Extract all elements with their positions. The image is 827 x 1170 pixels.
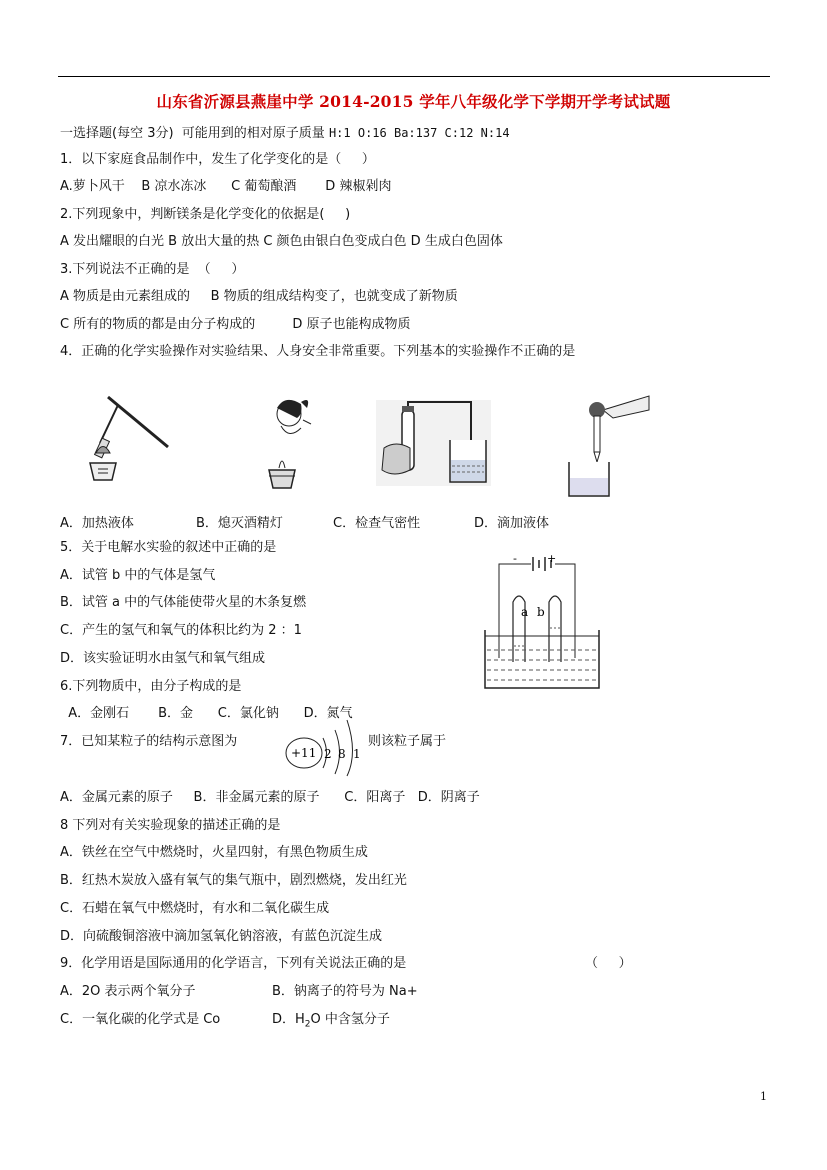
q6-stem: 6.下列物质中，由分子构成的是 (60, 679, 242, 694)
q5-option-d: D．该实验证明水由氢气和氧气组成 (60, 651, 266, 666)
q3-options-ab: A 物质是由元素组成的 B 物质的组成结构变了，也就变成了新物质 (60, 289, 458, 304)
q4-caption-a: A．加热液体 (60, 516, 134, 531)
q9-option-a: A．2O 表示两个氧分子 (60, 984, 196, 999)
q5-option-c: C．产生的氢气和氧气的体积比约为 2 ：1 (60, 623, 302, 638)
q8-option-a: A．铁丝在空气中燃烧时，火星四射，有黑色物质生成 (60, 845, 368, 860)
q1-options: A.萝卜风干 B 凉水冻冰 C 葡萄酿酒 D 辣椒剁肉 (60, 179, 392, 194)
q2-options: A 发出耀眼的白光 B 放出大量的热 C 颜色由银白色变成白色 D 生成白色固体 (60, 234, 503, 249)
q4-caption-c: C．检查气密性 (333, 516, 421, 531)
extinguish-lamp-figure (255, 392, 325, 492)
dropping-liquid-figure (563, 390, 653, 500)
q9-answer-paren: （ ） (585, 956, 632, 971)
q5-option-b: B．试管 a 中的气体能使带火星的木条复燃 (60, 595, 307, 610)
nucleus-charge: +11 (291, 746, 317, 760)
q8-option-c: C．石蜡在氧气中燃烧时，有水和二氧化碳生成 (60, 901, 330, 916)
heating-liquid-figure (78, 385, 178, 485)
q8-stem: 8 下列对有关实验现象的描述正确的是 (60, 818, 281, 833)
q9-stem: 9．化学用语是国际通用的化学语言，下列有关说法正确的是 (60, 956, 407, 971)
shell-3-electrons: 1 (353, 747, 361, 761)
q8-option-b: B．红热木炭放入盛有氧气的集气瓶中，剧烈燃烧，发出红光 (60, 873, 407, 888)
q5-stem: 5．关于电解水实验的叙述中正确的是 (60, 540, 277, 555)
q4-caption-d: D．滴加液体 (474, 516, 550, 531)
page-title: 山东省沂源县燕崖中学 2014-2015 学年八年级化学下学期开学考试试题 (156, 92, 671, 111)
q3-stem: 3.下列说法不正确的是 （ ） (60, 262, 245, 277)
q7-options: A．金属元素的原子 B．非金属元素的原子 C．阳离子 D．阴离子 (60, 790, 480, 805)
q9-option-c: C．一氧化碳的化学式是 Co (60, 1012, 221, 1027)
q5-option-a: A．试管 b 中的气体是氢气 (60, 568, 216, 583)
atom-structure-figure (282, 716, 364, 778)
tube-a-label: a (521, 605, 529, 619)
q8-option-d: D．向硫酸铜溶液中滴加氢氧化钠溶液，有蓝色沉淀生成 (60, 929, 383, 944)
minus-label: - (513, 552, 517, 565)
plus-label: + (547, 552, 557, 565)
q9-option-d-suffix: O 中含氢分子 (310, 1012, 390, 1027)
section-label: 一选择题(每空 3分) 可能用到的相对原子质量 (60, 126, 329, 141)
q4-caption-b: B．熄灭酒精灯 (196, 516, 283, 531)
page-number: 1 (760, 1090, 767, 1103)
header-rule (58, 76, 770, 77)
q9-option-b: B．钠离子的符号为 Na+ (272, 984, 418, 999)
q9-option-d (272, 1012, 390, 1033)
airtightness-figure (376, 400, 491, 486)
q9-option-d-prefix: D．H (272, 1012, 305, 1027)
shell-2-electrons: 8 (338, 747, 346, 761)
q6-options: A．金刚石 B．金 C．氯化钠 D．氮气 (60, 706, 353, 721)
shell-1-electrons: 2 (324, 747, 332, 761)
q9-option-d-subscript: 2 (304, 1019, 311, 1030)
q7-tail: 则该粒子属于 (368, 734, 447, 749)
electrolysis-figure (483, 550, 603, 695)
q7-stem: 7．已知某粒子的结构示意图为 (60, 734, 238, 749)
q3-options-cd: C 所有的物质的都是由分子构成的 D 原子也能构成物质 (60, 317, 411, 332)
tube-b-label: b (537, 605, 545, 619)
q4-stem: 4．正确的化学实验操作对实验结果、人身安全非常重要。下列基本的实验操作不正确的是 (60, 344, 576, 359)
atomic-masses: H:1 O:16 Ba:137 C:12 N:14 (328, 126, 510, 140)
q1-stem: 1．以下家庭食品制作中，发生了化学变化的是（ ） (60, 152, 375, 167)
section-heading (60, 125, 510, 142)
q2-stem: 2.下列现象中，判断镁条是化学变化的依据是( ) (60, 207, 351, 222)
